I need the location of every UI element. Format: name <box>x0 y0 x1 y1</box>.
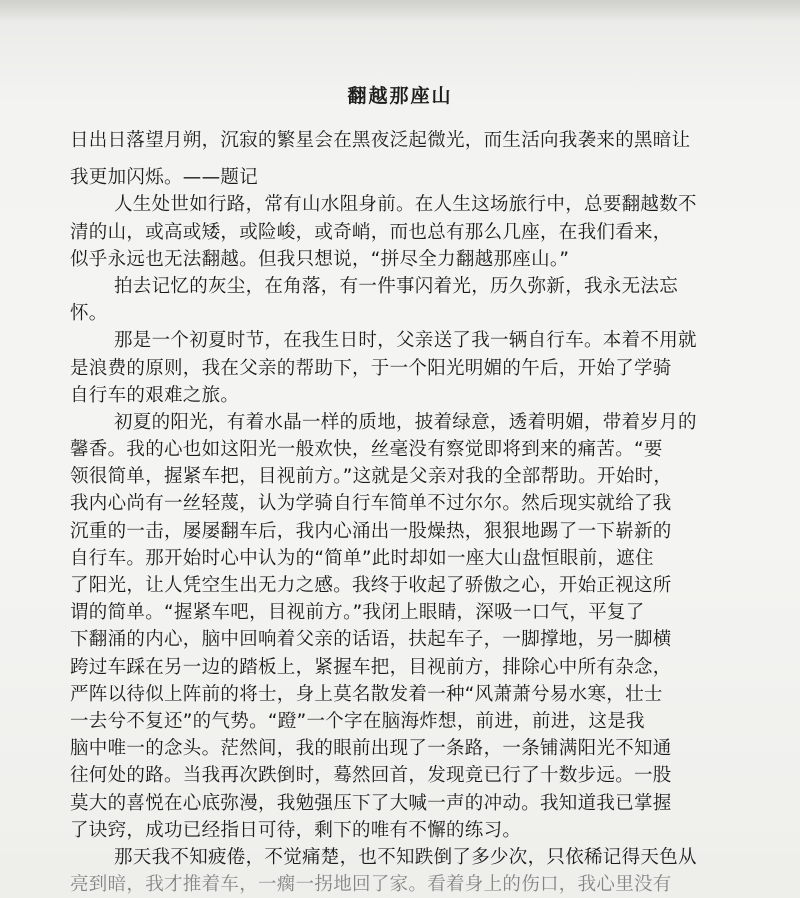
text-line: 人生处世如行路，常有山水阻身前。在人生这场旅行中，总要翻越数不 <box>114 194 697 216</box>
text-line-cutoff: 亮到暗，我才推着车，一瘸一拐地回了家。看着身上的伤口，我心里没有 <box>70 874 672 896</box>
line-gap <box>70 154 750 164</box>
text-line: 馨香。我的心也如这阳光一般欢快，丝毫没有察觉即将到来的痛苦。“要 <box>70 439 663 461</box>
text-line: 自行车的艰难之旅。 <box>70 384 240 406</box>
text-line: 了阳光，让人凭空生出无力之感。我终于收起了骄傲之心，开始正视这所 <box>70 575 672 596</box>
text-line: 拍去记忆的灰尘，在角落，有一件事闪着光，历久弥新，我永无法忘 <box>114 275 679 297</box>
text-line: 那是一个初夏时节，在我生日时，父亲送了我一辆自行车。本着不用就 <box>114 330 697 352</box>
text-line: 往何处的路。当我再次跌倒时，蓦然回首，发现竟已行了十数步远。一股 <box>70 765 672 787</box>
text-line: 初夏的阳光，有着水晶一样的质地，披着绿意，透着明媚，带着岁月的 <box>114 411 697 433</box>
text-line: 领很简单，握紧车把，目视前方。”这就是父亲对我的全部帮助。开始时， <box>70 466 673 488</box>
text-line: 清的山，或高或矮，或险峻，或奇峭，而也总有那么几座，在我们看来， <box>70 221 672 243</box>
text-line: 我更加闪烁。——题记 <box>70 167 259 189</box>
text-line: 谓的简单。“握紧车吧，目视前方。”我闭上眼睛，深吸一口气，平复了 <box>70 602 645 624</box>
text-line: 脑中唯一的念头。茫然间，我的眼前出现了一条路，一条铺满阳光不知通 <box>70 738 672 760</box>
text-line: 日出日落望月朔，沉寂的繁星会在黑夜泛起微光，而生活向我袭来的黑暗让 <box>70 130 691 151</box>
text-line: 跨过车踩在另一边的踏板上，紧握车把，目视前方，排除心中所有杂念， <box>70 656 672 678</box>
text-line: 自行车。那开始时心中认为的“简单”此时却如一座大山盘恒眼前，遮住 <box>70 547 654 569</box>
essay-body <box>70 127 750 896</box>
text-line: 那天我不知疲倦，不觉痛楚，也不知跌倒了多少次，只依稀记得天色从 <box>114 846 697 868</box>
essay-title: 翻越那座山 <box>347 85 453 107</box>
text-line: 了诀窍，成功已经指日可待，剩下的唯有不懈的练习。 <box>70 819 522 841</box>
text-line: 怀。 <box>70 303 108 325</box>
text-line: 我内心尚有一丝轻蔑，认为学骑自行车简单不过尔尔。然后现实就给了我 <box>70 493 672 515</box>
text-line: 严阵以待似上阵前的将士，身上莫名散发着一种“风萧萧兮易水寒，壮士 <box>70 683 663 705</box>
text-line: 一去兮不复还”的气势。“蹬”一个字在脑海炸想，前进，前进，这是我 <box>70 710 645 732</box>
text-line: 是浪费的原则，我在父亲的帮助下，于一个阳光明媚的午后，开始了学骑 <box>70 357 672 379</box>
text-line: 似乎永远也无法翻越。但我只想说，“拼尽全力翻越那座山。” <box>70 248 570 270</box>
page-edge-shadow <box>0 0 800 22</box>
text-line: 下翻涌的内心，脑中回响着父亲的话语，扶起车子，一脚撑地，另一脚横 <box>70 629 672 651</box>
text-line: 沉重的一击，屡屡翻车后，我内心涌出一股燥热，狠狠地踢了一下崭新的 <box>70 520 672 542</box>
text-line: 莫大的喜悦在心底弥漫，我勉强压下了大喊一声的冲动。我知道我已掌握 <box>70 792 672 814</box>
